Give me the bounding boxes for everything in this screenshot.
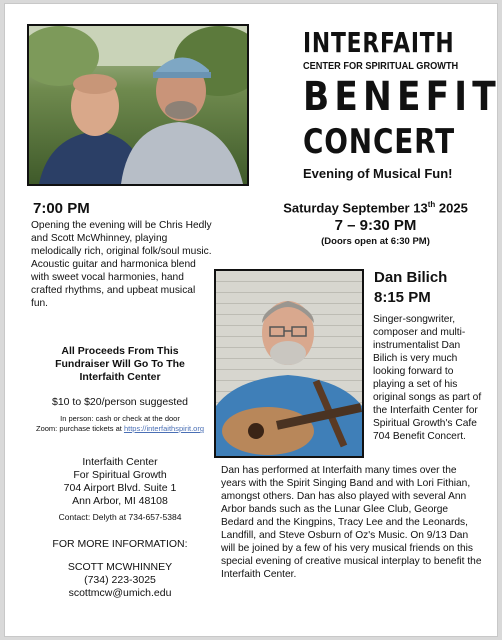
venue-name-2: For Spiritual Growth bbox=[73, 469, 167, 481]
title-center-name: CENTER FOR SPIRITUAL GROWTH bbox=[303, 61, 459, 72]
ticket-info bbox=[35, 414, 205, 434]
headliner-name: Dan Bilich bbox=[374, 269, 448, 286]
info-contact bbox=[35, 561, 205, 600]
venue-name-1: Interfaith Center bbox=[82, 456, 158, 468]
headliner-bio: Singer-songwriter, composer and multi-instrumentalist Dan Bilich is very much looking forward to playing a set of his original songs as part of the Interfaith Center for Spiritual Growth's Cafe 704 Benefit Concert. bbox=[373, 314, 482, 442]
opening-duo-photo bbox=[27, 24, 249, 186]
info-email: scottmcw@umich.edu bbox=[68, 587, 172, 599]
opening-description: Opening the evening will be Chris Hedly and Scott McWhinney, playing melodically rich, original folk/soul music. Acoustic guitar and harmonica blend with sweet vocal harmonies, hand crafted rhythms, and upbeat musical fun. bbox=[31, 220, 212, 309]
ticket-link[interactable]: https://interfaithspirit.org bbox=[123, 424, 204, 433]
ticket-zoom: Zoom: purchase tickets at https://interfaithspirit.org bbox=[36, 424, 204, 433]
opening-time: 7:00 PM bbox=[33, 200, 90, 217]
venue-contact: Contact: Delyth at 734-657-5384 bbox=[58, 512, 182, 522]
headliner-more: Dan has performed at Interfaith many times over the years with the Spirit Singing Band and with Lori Fithian, amongst others. Dan has also played with several Ann Arbor bands such as the Lunar Glee Club, George Bedard and the Kingpins, Tracy Lee and the Leonards, Landfill, and Steve Osburn of Oz's Music. On 9/13 Dan will be joined by a few of his very musical friends on this special evening of creative musical interplay to benefit the Interfaith Center. bbox=[221, 465, 482, 580]
event-date: Saturday September 13th 2025 bbox=[283, 200, 468, 216]
more-info-heading: FOR MORE INFORMATION: bbox=[52, 538, 188, 550]
title-benefit: BENEFIT bbox=[303, 74, 501, 120]
info-name: SCOTT MCWHINNEY bbox=[67, 561, 173, 573]
ticket-in-person: In person: cash or check at the door bbox=[60, 414, 180, 423]
venue-address bbox=[35, 456, 205, 508]
info-phone: (734) 223-3025 bbox=[84, 574, 156, 586]
event-time: 7 – 9:30 PM bbox=[334, 217, 417, 235]
headliner-time: 8:15 PM bbox=[374, 289, 431, 306]
title-concert: CONCERT bbox=[303, 122, 455, 162]
venue-city: Ann Arbor, MI 48108 bbox=[72, 495, 168, 507]
venue-street: 704 Airport Blvd. Suite 1 bbox=[63, 482, 177, 494]
event-date-block bbox=[273, 200, 478, 247]
flyer-page bbox=[5, 4, 501, 636]
headliner-heading bbox=[374, 268, 447, 308]
title-interfaith: INTERFAITH bbox=[303, 26, 455, 59]
tagline: Evening of Musical Fun! bbox=[303, 166, 453, 181]
ticket-price: $10 to $20/person suggested bbox=[51, 396, 189, 408]
proceeds-note: All Proceeds From This Fundraiser Will Go To The Interfaith Center bbox=[55, 345, 185, 383]
dan-bilich-photo bbox=[214, 269, 364, 458]
doors-open: (Doors open at 6:30 PM) bbox=[321, 236, 430, 248]
